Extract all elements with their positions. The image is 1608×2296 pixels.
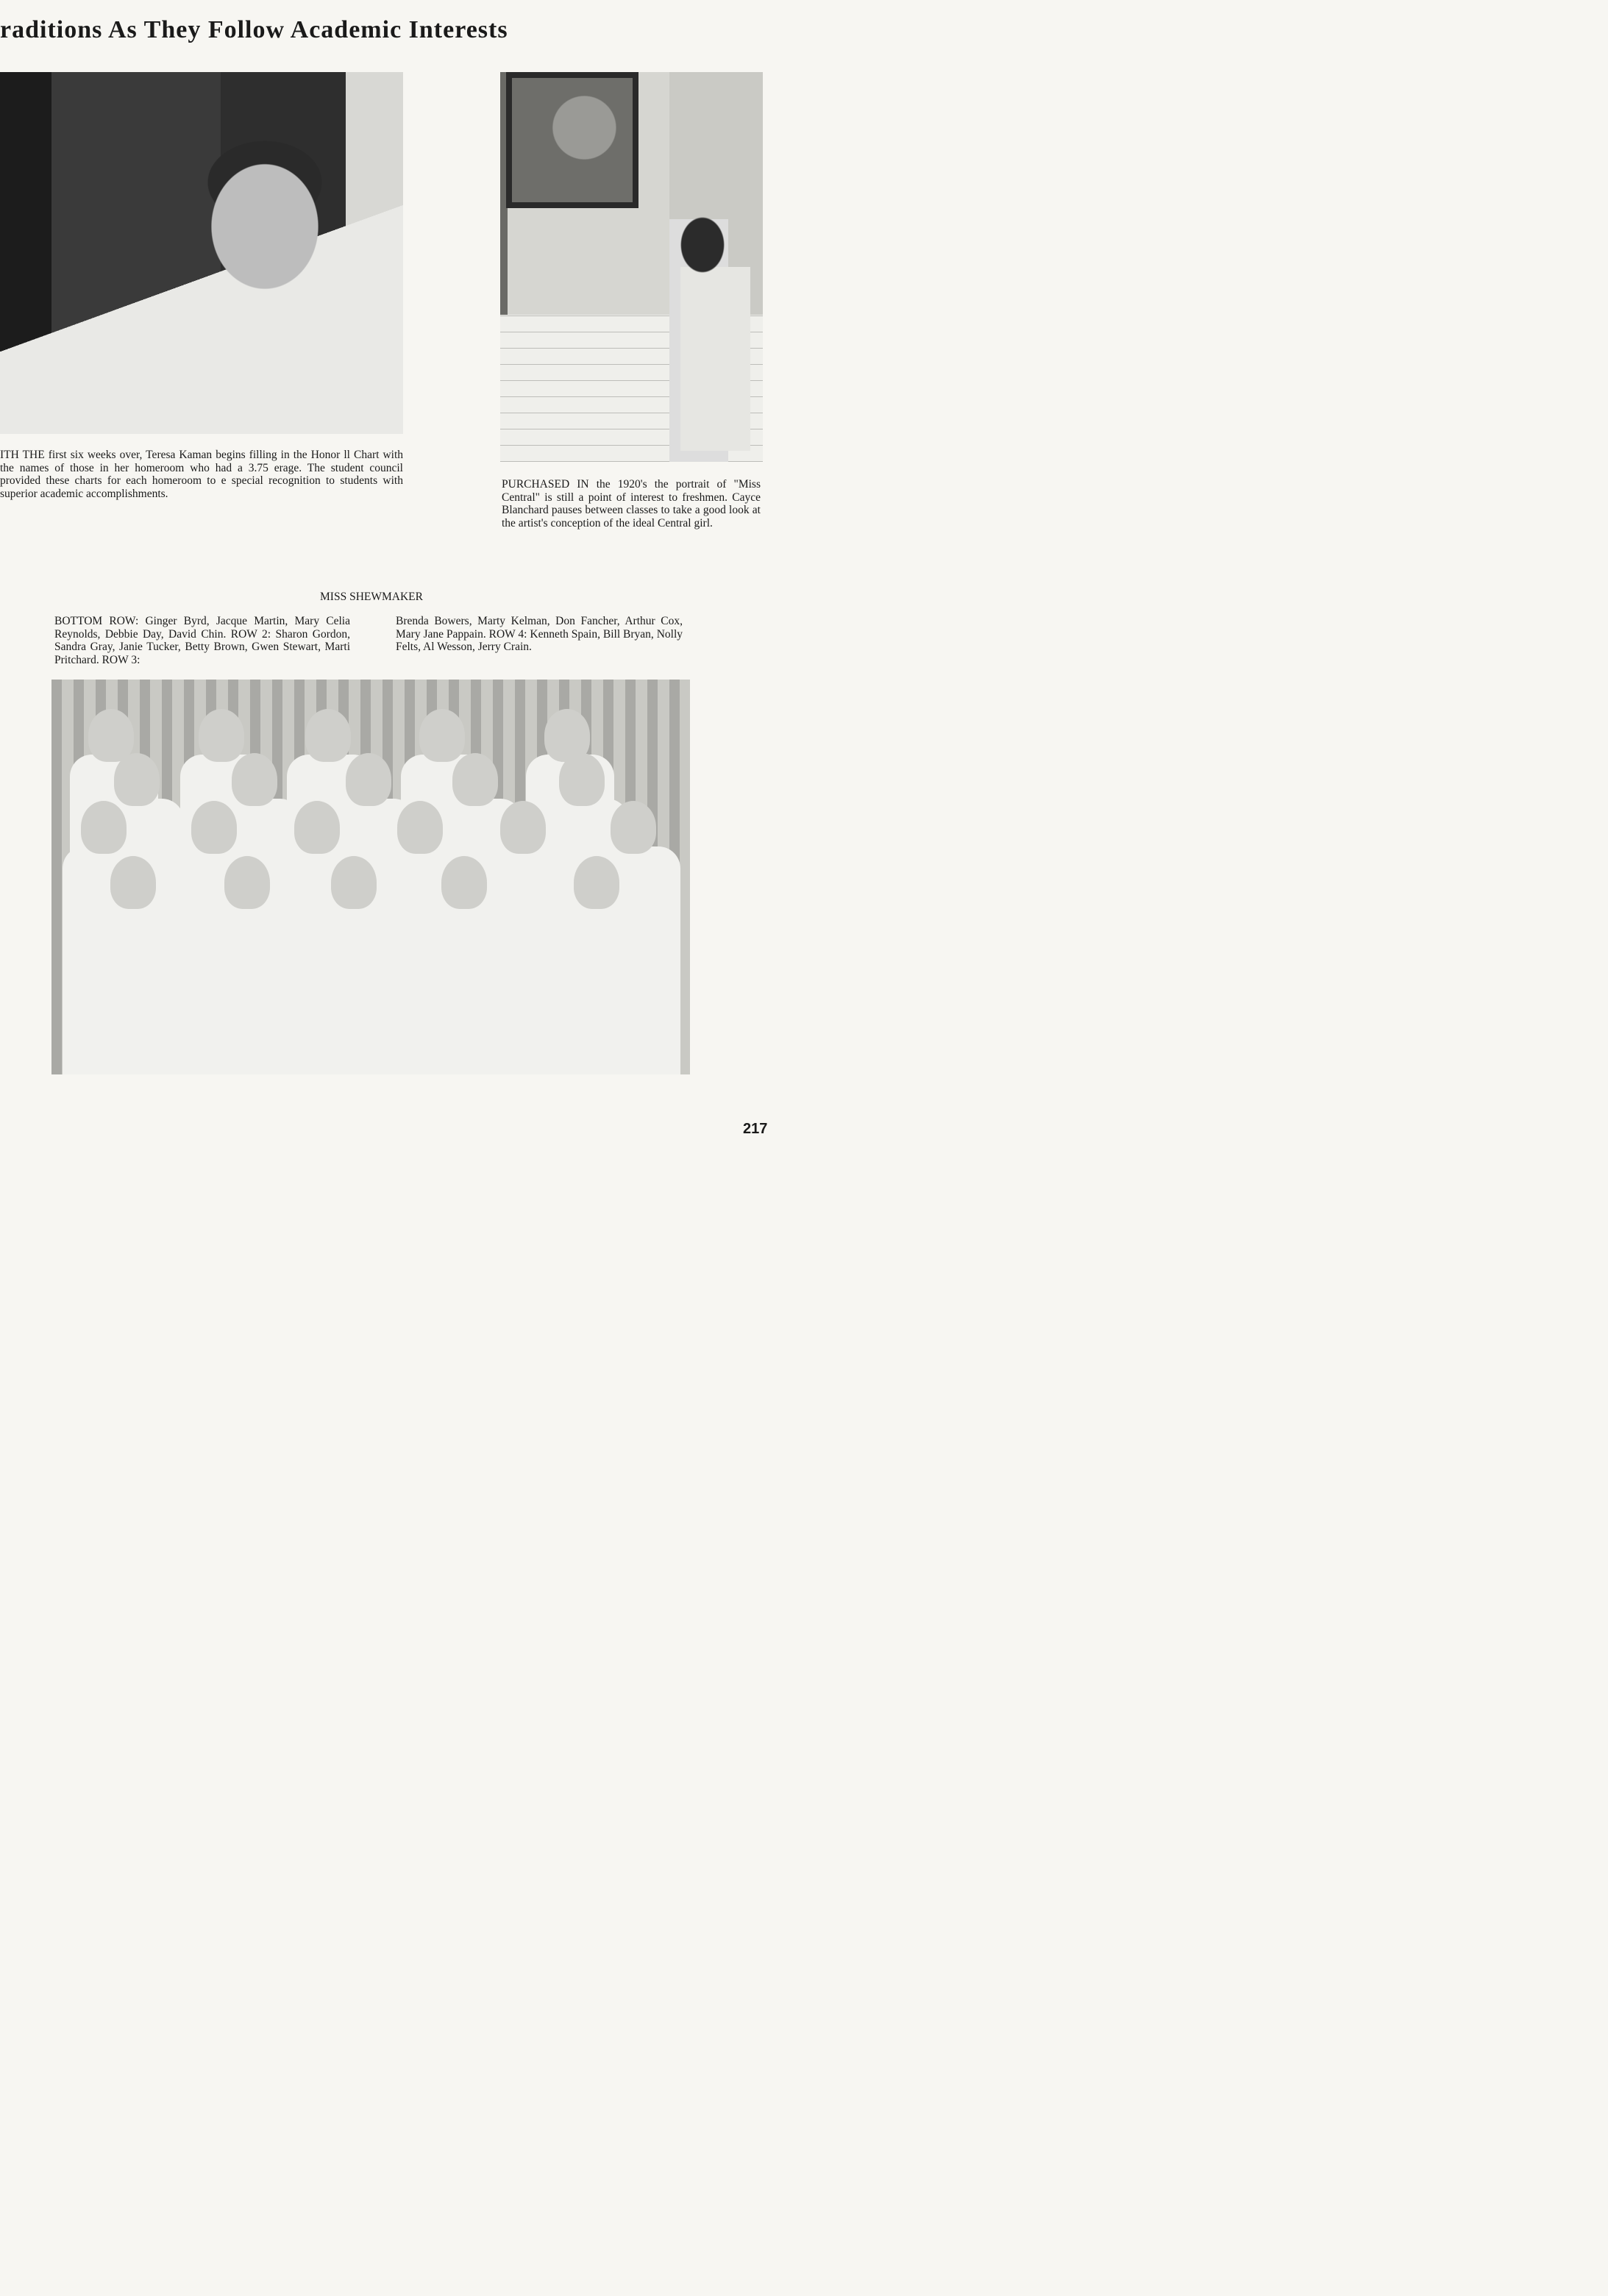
student-shirt (423, 902, 511, 1074)
student-face (331, 856, 377, 909)
student-face (191, 801, 237, 854)
page-number: 217 (743, 1121, 768, 1137)
student-face (110, 856, 156, 909)
student-face (441, 856, 487, 909)
student-face (294, 801, 340, 854)
miss-central-photo (500, 72, 763, 462)
student-face (114, 753, 160, 806)
student-face (500, 801, 546, 854)
student-figure (666, 215, 754, 451)
student-face (346, 753, 391, 806)
student-face (574, 856, 619, 909)
page-headline: raditions As They Follow Academic Interests (0, 16, 508, 43)
student-face (452, 753, 498, 806)
portrait-painting (506, 72, 638, 208)
student-face (559, 753, 605, 806)
miss-central-caption: PURCHASED IN the 1920's the portrait of "Miss Central" is still a point of interest to freshmen. Cayce Blanchard pauses between classes to take a good look at the artist's conception of the ideal Central girl. (502, 478, 761, 530)
student-face (397, 801, 443, 854)
student-shirt (206, 902, 294, 1074)
homeroom-teacher: MISS SHEWMAKER (320, 591, 423, 603)
student-shirt (555, 902, 644, 1074)
honor-chart-caption: ITH THE first six weeks over, Teresa Kaman begins filling in the Honor ll Chart with the names of those in her homeroom who had a 3.75 erage. The student council provided these charts for each homeroom to e special recognition to students with superior academic accomplishments. (0, 449, 403, 500)
honor-chart-photo (0, 72, 403, 434)
student-face (224, 856, 270, 909)
homeroom-names-right: Brenda Bowers, Marty Kelman, Don Fancher, Arthur Cox, Mary Jane Pappain. ROW 4: Kenneth Spain, Bill Bryan, Nolly Felts, Al Wesson, Jerry Crain. (396, 615, 683, 653)
homeroom-names-left: BOTTOM ROW: Ginger Byrd, Jacque Martin, Mary Celia Reynolds, Debbie Day, David Chin. ROW 2: Sharon Gordon, Sandra Gray, Janie Tucker, Betty Brown, Gwen Stewart, Marti Pritchard. ROW 3: (54, 615, 350, 666)
student-shirt (92, 902, 180, 1074)
student-face (232, 753, 277, 806)
student-shirt (313, 902, 401, 1074)
student-face (81, 801, 127, 854)
student-face (88, 709, 134, 762)
homeroom-group-photo (51, 680, 690, 1074)
student-face (419, 709, 465, 762)
student-face (305, 709, 351, 762)
student-face (199, 709, 244, 762)
student-face (611, 801, 656, 854)
